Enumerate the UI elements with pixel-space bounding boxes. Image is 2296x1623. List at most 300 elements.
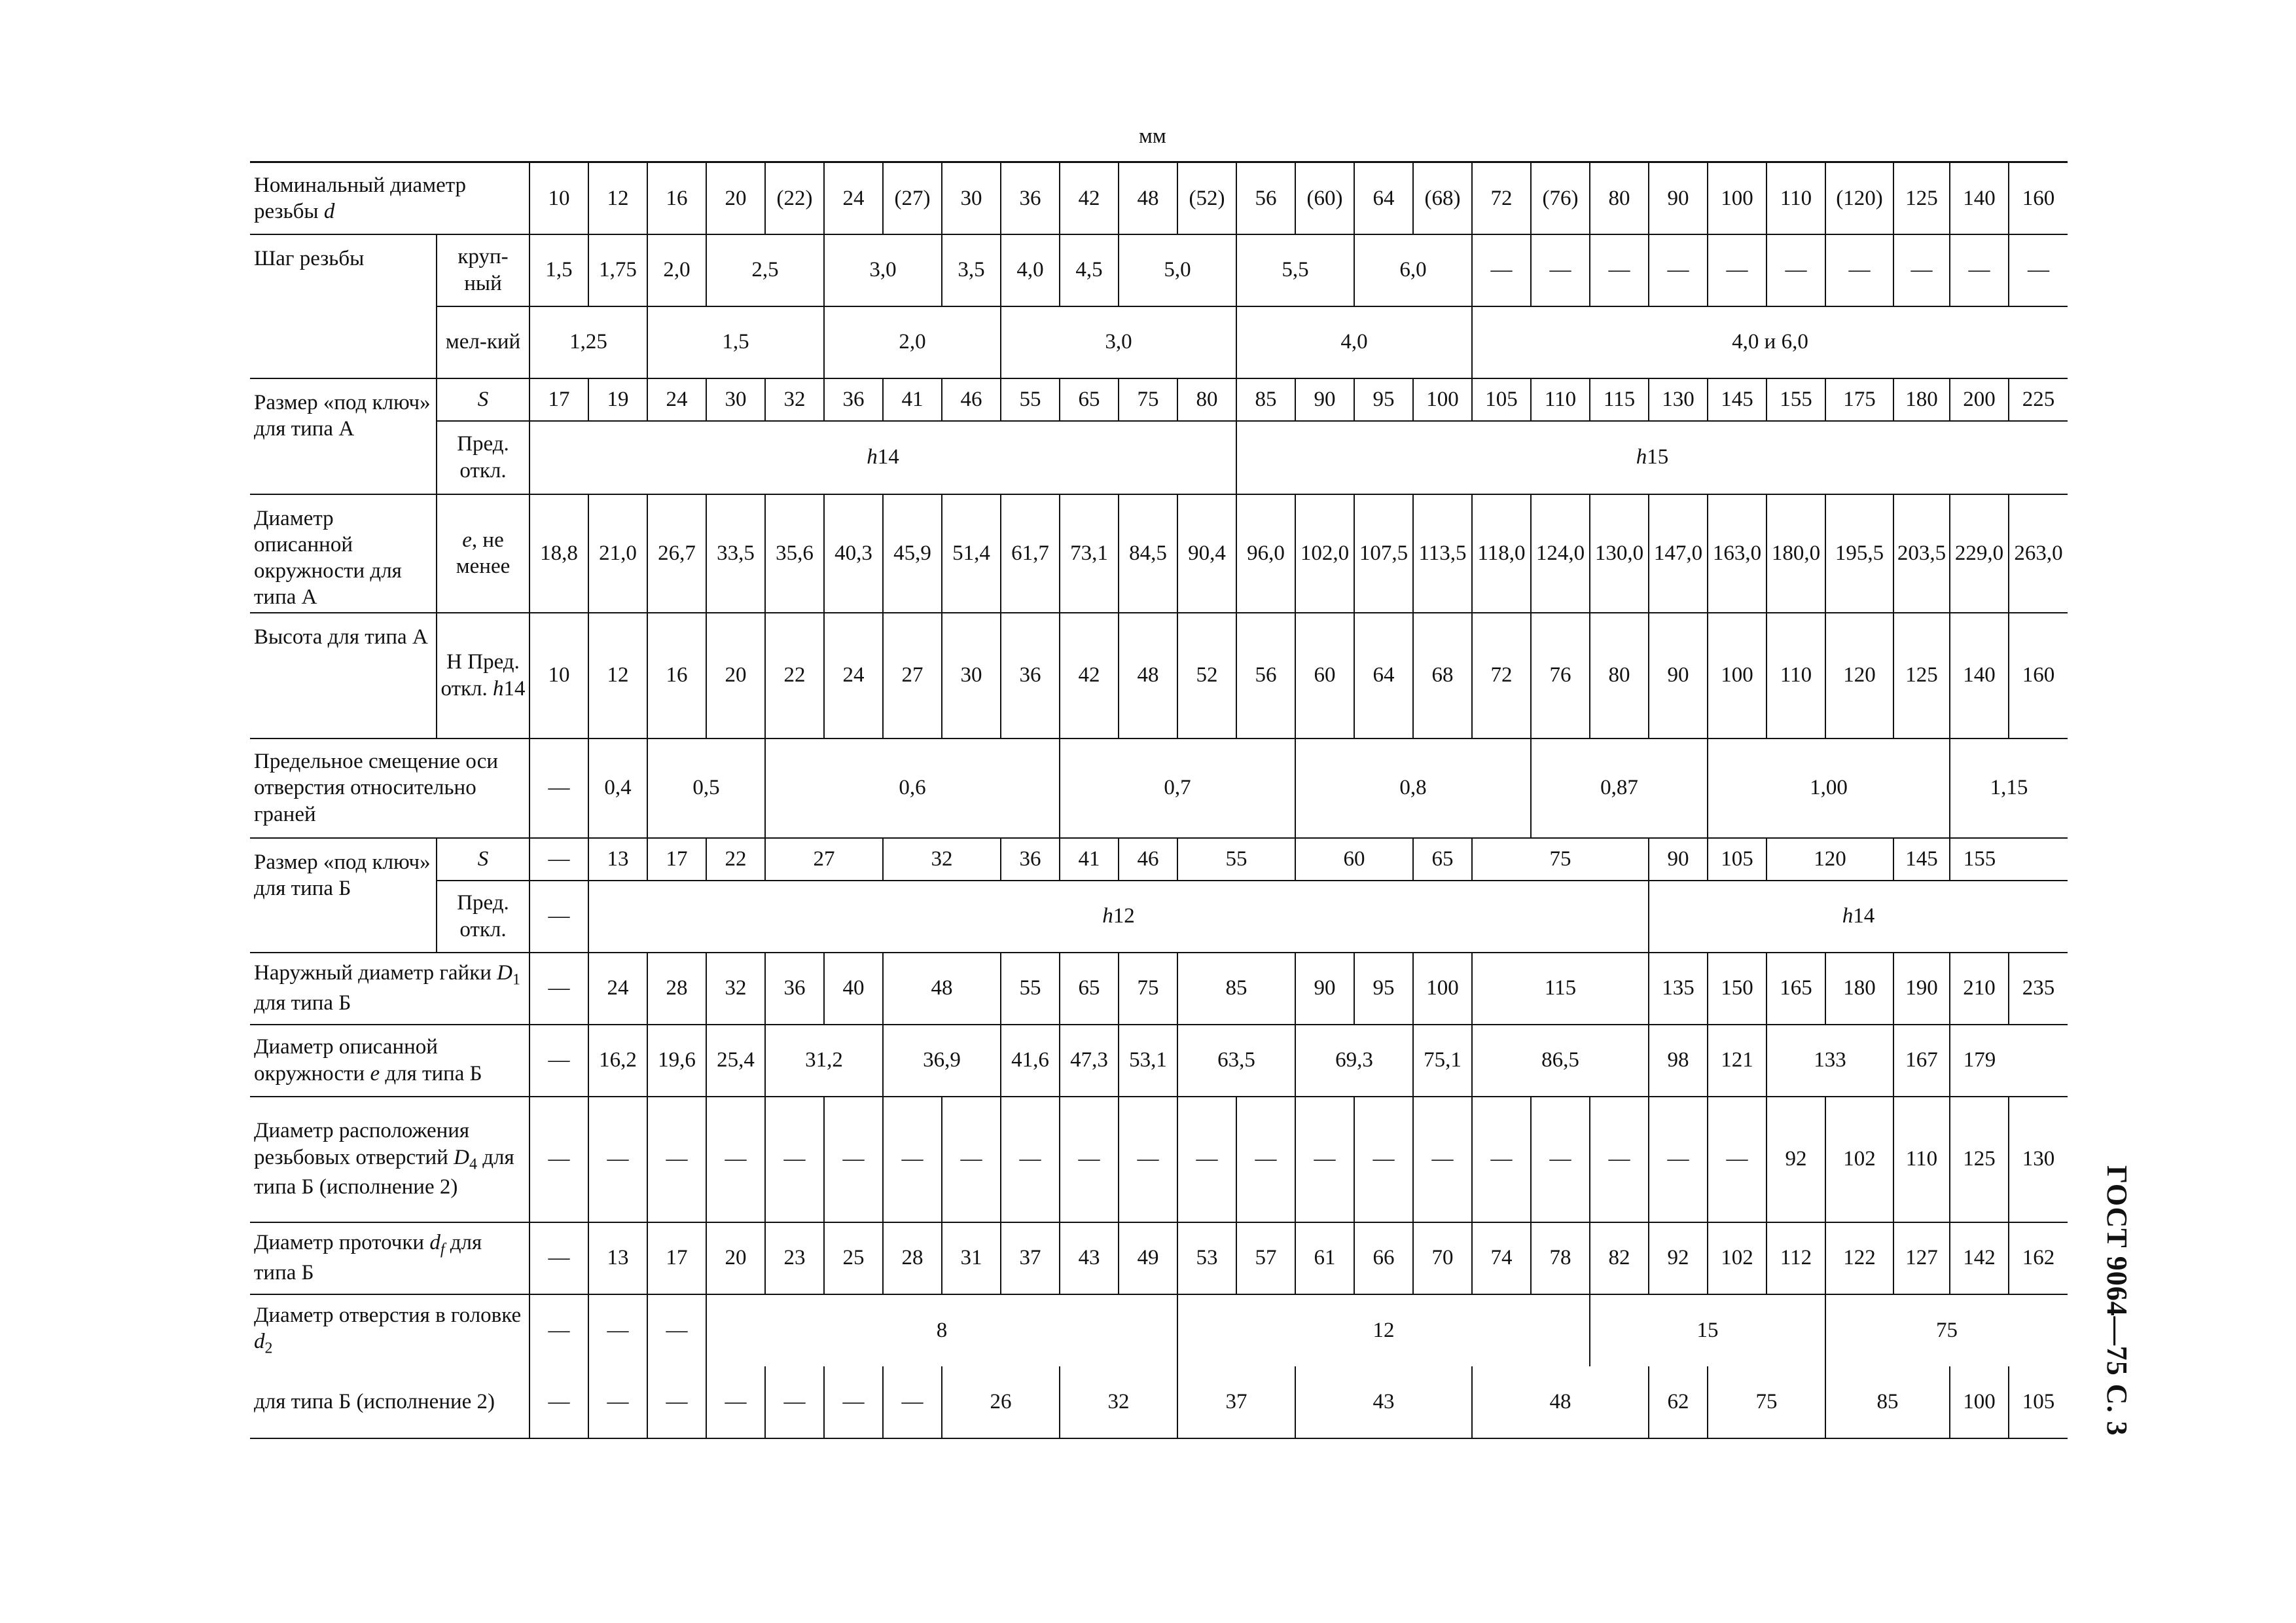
table-cell: 33,5 bbox=[706, 494, 765, 613]
table-cell: h14 bbox=[1649, 881, 2068, 953]
table-cell: 27 bbox=[765, 838, 883, 881]
table-cell: 95 bbox=[1354, 953, 1413, 1025]
table-cell: 140 bbox=[1950, 162, 2009, 234]
table-cell: 41 bbox=[1060, 838, 1119, 881]
table-cell: 145 bbox=[1708, 378, 1767, 421]
table-cell: 5,5 bbox=[1236, 234, 1354, 306]
table-cell: 125 bbox=[1950, 1097, 2009, 1222]
table-cell: 20 bbox=[706, 613, 765, 739]
table-cell: 46 bbox=[942, 378, 1001, 421]
table-cell: 24 bbox=[647, 378, 706, 421]
table-cell: 235 bbox=[2009, 953, 2068, 1025]
table-cell: 102,0 bbox=[1295, 494, 1354, 613]
table-cell: 163,0 bbox=[1708, 494, 1767, 613]
table-cell: 180 bbox=[1893, 378, 1950, 421]
table-cell: 46 bbox=[1119, 838, 1177, 881]
table-cell: — bbox=[529, 1366, 588, 1438]
table-cell: 24 bbox=[824, 162, 883, 234]
table-cell: 124,0 bbox=[1531, 494, 1590, 613]
table-cell: 12 bbox=[588, 613, 647, 739]
table-cell: 120 bbox=[1767, 838, 1893, 881]
table-cell: 0,87 bbox=[1531, 739, 1708, 838]
table-cell: 73,1 bbox=[1060, 494, 1119, 613]
table-cell: 112 bbox=[1767, 1222, 1825, 1294]
table-cell: 3,0 bbox=[1001, 306, 1236, 378]
row-sublabel: Пред. откл. bbox=[437, 881, 529, 953]
table-cell: — bbox=[588, 1366, 647, 1438]
table-cell: 90 bbox=[1649, 162, 1708, 234]
table-cell: 179 bbox=[1950, 1025, 2009, 1097]
table-cell: 140 bbox=[1950, 613, 2009, 739]
table-cell: 72 bbox=[1472, 613, 1531, 739]
table-cell: 125 bbox=[1893, 613, 1950, 739]
table-cell: 22 bbox=[765, 613, 824, 739]
table-cell: 21,0 bbox=[588, 494, 647, 613]
table-cell: 175 bbox=[1825, 378, 1893, 421]
table-cell: — bbox=[1060, 1097, 1119, 1222]
table-cell: 147,0 bbox=[1649, 494, 1708, 613]
table-row bbox=[250, 1222, 2068, 1294]
table-cell: 98 bbox=[1649, 1025, 1708, 1097]
table-cell: 37 bbox=[1177, 1366, 1295, 1438]
table-cell: 150 bbox=[1708, 953, 1767, 1025]
table-cell: 64 bbox=[1354, 613, 1413, 739]
table-cell: 24 bbox=[824, 613, 883, 739]
table-cell: 90 bbox=[1295, 378, 1354, 421]
table-cell: 17 bbox=[647, 1222, 706, 1294]
table-cell: h14 bbox=[529, 421, 1236, 494]
table-cell: 105 bbox=[1472, 378, 1531, 421]
table-cell: 56 bbox=[1236, 162, 1295, 234]
row-sublabel: круп-ный bbox=[437, 234, 529, 306]
table-cell: 65 bbox=[1060, 378, 1119, 421]
table-cell: 90 bbox=[1295, 953, 1354, 1025]
table-cell: 22 bbox=[706, 838, 765, 881]
table-cell: 57 bbox=[1236, 1222, 1295, 1294]
table-cell: 105 bbox=[1708, 838, 1767, 881]
table-cell: 85 bbox=[1825, 1366, 1950, 1438]
table-cell: — bbox=[529, 1294, 588, 1366]
table-cell: 4,5 bbox=[1060, 234, 1119, 306]
table-cell: (60) bbox=[1295, 162, 1354, 234]
table-cell: 30 bbox=[942, 613, 1001, 739]
row-sublabel: S bbox=[437, 838, 529, 881]
row-sublabel: H Пред. откл. h14 bbox=[437, 613, 529, 739]
table-cell: (22) bbox=[765, 162, 824, 234]
table-cell: 13 bbox=[588, 838, 647, 881]
table-cell: 122 bbox=[1825, 1222, 1893, 1294]
table-cell: — bbox=[647, 1097, 706, 1222]
table-cell: (120) bbox=[1825, 162, 1893, 234]
table-cell: 42 bbox=[1060, 162, 1119, 234]
table-cell: 92 bbox=[1649, 1222, 1708, 1294]
table-cell: 80 bbox=[1177, 378, 1236, 421]
table-cell: — bbox=[706, 1366, 765, 1438]
row-label: Диаметр описанной окружности для типа А bbox=[250, 494, 437, 613]
table-cell: 80 bbox=[1590, 162, 1649, 234]
table-cell: — bbox=[1413, 1097, 1472, 1222]
table-cell: 48 bbox=[1472, 1366, 1649, 1438]
table-cell: 4,0 bbox=[1236, 306, 1472, 378]
table-cell: 155 bbox=[1767, 378, 1825, 421]
table-cell: 64 bbox=[1354, 162, 1413, 234]
table-cell: 6,0 bbox=[1354, 234, 1472, 306]
table-cell: — bbox=[1119, 1097, 1177, 1222]
table-cell: 1,5 bbox=[529, 234, 588, 306]
table-cell: — bbox=[1001, 1097, 1060, 1222]
table-row bbox=[250, 1025, 2068, 1097]
table-cell: 20 bbox=[706, 1222, 765, 1294]
table-cell: 26,7 bbox=[647, 494, 706, 613]
table-cell: 66 bbox=[1354, 1222, 1413, 1294]
table-cell: 19 bbox=[588, 378, 647, 421]
table-cell: 75 bbox=[1708, 1366, 1825, 1438]
table-cell: — bbox=[1825, 234, 1893, 306]
table-cell: — bbox=[529, 953, 588, 1025]
table-row bbox=[250, 234, 2068, 306]
row-label: Шаг резьбы bbox=[250, 234, 437, 378]
table-cell: — bbox=[2009, 234, 2068, 306]
table-cell: 100 bbox=[1708, 613, 1767, 739]
table-cell: — bbox=[1950, 234, 2009, 306]
table-cell: (68) bbox=[1413, 162, 1472, 234]
table-cell: 160 bbox=[2009, 162, 2068, 234]
table-row bbox=[250, 306, 2068, 378]
table-cell: 96,0 bbox=[1236, 494, 1295, 613]
table-cell: 62 bbox=[1649, 1366, 1708, 1438]
table-cell: — bbox=[942, 1097, 1001, 1222]
table-cell: 23 bbox=[765, 1222, 824, 1294]
table-cell: 30 bbox=[942, 162, 1001, 234]
table-cell: 12 bbox=[1177, 1294, 1590, 1366]
table-cell: — bbox=[647, 1366, 706, 1438]
table-cell: (27) bbox=[883, 162, 942, 234]
table-cell: 31 bbox=[942, 1222, 1001, 1294]
table-cell: 1,00 bbox=[1708, 739, 1950, 838]
table-cell: 40,3 bbox=[824, 494, 883, 613]
table-cell: 162 bbox=[2009, 1222, 2068, 1294]
table-cell: 56 bbox=[1236, 613, 1295, 739]
table-cell: 75,1 bbox=[1413, 1025, 1472, 1097]
row-label: Диаметр проточки $d_f$ для типа Б bbox=[250, 1222, 529, 1294]
table-cell: 25 bbox=[824, 1222, 883, 1294]
row-label: Размер «под ключ» для типа Б bbox=[250, 838, 437, 953]
table-cell: — bbox=[1649, 1097, 1708, 1222]
table-cell: 43 bbox=[1060, 1222, 1119, 1294]
table-cell: — bbox=[765, 1097, 824, 1222]
table-cell: 47,3 bbox=[1060, 1025, 1119, 1097]
table-cell: 75 bbox=[1119, 378, 1177, 421]
gost-nut-dimensions-table bbox=[250, 161, 2068, 1439]
table-cell: 200 bbox=[1950, 378, 2009, 421]
table-cell: 35,6 bbox=[765, 494, 824, 613]
table-cell: — bbox=[1708, 1097, 1767, 1222]
table-cell: 2,5 bbox=[706, 234, 824, 306]
table-cell: 203,5 bbox=[1893, 494, 1950, 613]
table-cell: 90 bbox=[1649, 838, 1708, 881]
table-cell: 130 bbox=[2009, 1097, 2068, 1222]
table-cell: 84,5 bbox=[1119, 494, 1177, 613]
table-cell: — bbox=[1236, 1097, 1295, 1222]
table-cell: 16,2 bbox=[588, 1025, 647, 1097]
table-cell: 27 bbox=[883, 613, 942, 739]
table-cell: h15 bbox=[1236, 421, 2068, 494]
table-cell: 24 bbox=[588, 953, 647, 1025]
table-row bbox=[250, 421, 2068, 494]
table-cell: 8 bbox=[706, 1294, 1177, 1366]
table-cell: — bbox=[1177, 1097, 1236, 1222]
table-cell: 1,5 bbox=[647, 306, 824, 378]
table-cell: 100 bbox=[1708, 162, 1767, 234]
table-cell: — bbox=[706, 1097, 765, 1222]
table-cell: 75 bbox=[1472, 838, 1649, 881]
table-cell: 61 bbox=[1295, 1222, 1354, 1294]
row-sublabel: Пред. откл. bbox=[437, 421, 529, 494]
row-sublabel: S bbox=[437, 378, 529, 421]
table-cell: 16 bbox=[647, 162, 706, 234]
table-cell: h12 bbox=[588, 881, 1649, 953]
table-cell: 61,7 bbox=[1001, 494, 1060, 613]
table-cell: 68 bbox=[1413, 613, 1472, 739]
table-cell: 263,0 bbox=[2009, 494, 2068, 613]
table-cell: 60 bbox=[1295, 613, 1354, 739]
table-cell: 55 bbox=[1001, 378, 1060, 421]
table-cell: 37 bbox=[1001, 1222, 1060, 1294]
table-cell: 121 bbox=[1708, 1025, 1767, 1097]
table-cell: 31,2 bbox=[765, 1025, 883, 1097]
table-cell: 0,7 bbox=[1060, 739, 1295, 838]
table-cell: 48 bbox=[883, 953, 1001, 1025]
table-cell: — bbox=[883, 1366, 942, 1438]
table-row bbox=[250, 1294, 2068, 1366]
table-cell: 82 bbox=[1590, 1222, 1649, 1294]
table-cell: 12 bbox=[588, 162, 647, 234]
row-sublabel: мел-кий bbox=[437, 306, 529, 378]
table-cell: 45,9 bbox=[883, 494, 942, 613]
table-cell: 4,0 bbox=[1001, 234, 1060, 306]
table-cell: 78 bbox=[1531, 1222, 1590, 1294]
table-cell: 135 bbox=[1649, 953, 1708, 1025]
table-cell: 76 bbox=[1531, 613, 1590, 739]
table-cell: 40 bbox=[824, 953, 883, 1025]
table-cell: 72 bbox=[1472, 162, 1531, 234]
table-cell: 17 bbox=[647, 838, 706, 881]
table-cell: 92 bbox=[1767, 1097, 1825, 1222]
table-cell: 63,5 bbox=[1177, 1025, 1295, 1097]
table-cell: 69,3 bbox=[1295, 1025, 1413, 1097]
table-cell: — bbox=[1472, 234, 1531, 306]
table-cell: 195,5 bbox=[1825, 494, 1893, 613]
table-cell: — bbox=[588, 1294, 647, 1366]
table-cell: — bbox=[1590, 1097, 1649, 1222]
table-cell: 32 bbox=[1060, 1366, 1177, 1438]
table-cell: 53,1 bbox=[1119, 1025, 1177, 1097]
table-cell: 70 bbox=[1413, 1222, 1472, 1294]
row-label: Предельное смещение оси отверстия относительно граней bbox=[250, 739, 529, 838]
table-cell: 85 bbox=[1236, 378, 1295, 421]
table-cell: 65 bbox=[1060, 953, 1119, 1025]
table-cell: (52) bbox=[1177, 162, 1236, 234]
table-cell: 36 bbox=[1001, 162, 1060, 234]
table-row bbox=[250, 378, 2068, 421]
row-label: Номинальный диаметр резьбы d bbox=[250, 162, 529, 234]
table-cell: 41 bbox=[883, 378, 942, 421]
table-cell: — bbox=[1708, 234, 1767, 306]
table-cell: 43 bbox=[1295, 1366, 1472, 1438]
table-cell: 190 bbox=[1893, 953, 1950, 1025]
table-cell: 100 bbox=[1950, 1366, 2009, 1438]
table-cell: 155 bbox=[1950, 838, 2009, 881]
table-cell: 55 bbox=[1001, 953, 1060, 1025]
table-row bbox=[250, 739, 2068, 838]
table-cell: 48 bbox=[1119, 162, 1177, 234]
table-cell: 105 bbox=[2009, 1366, 2068, 1438]
table-cell: 53 bbox=[1177, 1222, 1236, 1294]
table-cell: 16 bbox=[647, 613, 706, 739]
table-cell: 130 bbox=[1649, 378, 1708, 421]
table-cell: — bbox=[1590, 234, 1649, 306]
table-cell: 26 bbox=[942, 1366, 1060, 1438]
table-cell: 0,8 bbox=[1295, 739, 1531, 838]
table-cell: — bbox=[1893, 234, 1950, 306]
table-cell: 25,4 bbox=[706, 1025, 765, 1097]
table-cell: 95 bbox=[1354, 378, 1413, 421]
table-row bbox=[250, 953, 2068, 1025]
table-cell: — bbox=[1531, 234, 1590, 306]
row-sublabel: e, не менее bbox=[437, 494, 529, 613]
table-cell: 1,15 bbox=[1950, 739, 2068, 838]
table-cell: (76) bbox=[1531, 162, 1590, 234]
table-cell: 120 bbox=[1825, 613, 1893, 739]
table-cell: 110 bbox=[1767, 162, 1825, 234]
row-label: Диаметр отверстия в головке $d_2$ bbox=[250, 1294, 529, 1366]
table-cell: 28 bbox=[647, 953, 706, 1025]
table-cell: 145 bbox=[1893, 838, 1950, 881]
table-cell: 110 bbox=[1767, 613, 1825, 739]
table-cell: 133 bbox=[1767, 1025, 1893, 1097]
table-cell: 36,9 bbox=[883, 1025, 1001, 1097]
table-cell: — bbox=[647, 1294, 706, 1366]
table-cell: 125 bbox=[1893, 162, 1950, 234]
document-side-label: ГОСТ 9064—75 С. 3 bbox=[2101, 1165, 2133, 1436]
table-cell: 41,6 bbox=[1001, 1025, 1060, 1097]
table-cell: 107,5 bbox=[1354, 494, 1413, 613]
table-row bbox=[250, 494, 2068, 613]
row-label: Диаметр расположения резьбовых отверстий $D_4$ для типа Б (исполнение 2) bbox=[250, 1097, 529, 1222]
row-label: Наружный диаметр гайки $D_1$ для типа Б bbox=[250, 953, 529, 1025]
table-cell: — bbox=[824, 1097, 883, 1222]
table-cell: — bbox=[588, 1097, 647, 1222]
table-cell: 65 bbox=[1413, 838, 1472, 881]
table-cell: 102 bbox=[1825, 1097, 1893, 1222]
table-cell: 165 bbox=[1767, 953, 1825, 1025]
table-cell: 229,0 bbox=[1950, 494, 2009, 613]
table-cell: 74 bbox=[1472, 1222, 1531, 1294]
table-cell: — bbox=[529, 1025, 588, 1097]
table-cell: 100 bbox=[1413, 953, 1472, 1025]
table-cell: 42 bbox=[1060, 613, 1119, 739]
table-cell: 130,0 bbox=[1590, 494, 1649, 613]
table-cell: 3,5 bbox=[942, 234, 1001, 306]
table-cell: 36 bbox=[1001, 613, 1060, 739]
table-row bbox=[250, 881, 2068, 953]
table-cell: 110 bbox=[1893, 1097, 1950, 1222]
table-cell: 48 bbox=[1119, 613, 1177, 739]
table-cell: 75 bbox=[1119, 953, 1177, 1025]
table-cell: 55 bbox=[1177, 838, 1295, 881]
table-cell: 75 bbox=[1825, 1294, 2068, 1366]
table-cell: 17 bbox=[529, 378, 588, 421]
table-row bbox=[250, 613, 2068, 739]
table-cell: 18,8 bbox=[529, 494, 588, 613]
table-cell: — bbox=[824, 1366, 883, 1438]
table-cell: 3,0 bbox=[824, 234, 942, 306]
table-cell: 180 bbox=[1825, 953, 1893, 1025]
row-label: Размер «под ключ» для типа А bbox=[250, 378, 437, 494]
table-cell: — bbox=[883, 1097, 942, 1222]
table-cell: — bbox=[1295, 1097, 1354, 1222]
table-cell: 210 bbox=[1950, 953, 2009, 1025]
table-cell: 90 bbox=[1649, 613, 1708, 739]
row-label: Диаметр описанной окружности e для типа Б bbox=[250, 1025, 529, 1097]
table-cell: 160 bbox=[2009, 613, 2068, 739]
table-cell: 0,5 bbox=[647, 739, 765, 838]
table-cell: 86,5 bbox=[1472, 1025, 1649, 1097]
table-cell: — bbox=[765, 1366, 824, 1438]
table-cell: 1,75 bbox=[588, 234, 647, 306]
table-cell: 10 bbox=[529, 613, 588, 739]
table-cell: 90,4 bbox=[1177, 494, 1236, 613]
row-label: для типа Б (исполнение 2) bbox=[250, 1366, 529, 1438]
table-cell: 115 bbox=[1472, 953, 1649, 1025]
table-cell: 32 bbox=[706, 953, 765, 1025]
table-cell: 118,0 bbox=[1472, 494, 1531, 613]
table-cell: 113,5 bbox=[1413, 494, 1472, 613]
table-cell: 1,25 bbox=[529, 306, 647, 378]
table-cell: 30 bbox=[706, 378, 765, 421]
table-row bbox=[250, 1097, 2068, 1222]
table-cell: 0,6 bbox=[765, 739, 1060, 838]
table-cell: — bbox=[529, 838, 588, 881]
table-cell: — bbox=[1472, 1097, 1531, 1222]
table-cell: 52 bbox=[1177, 613, 1236, 739]
table-cell: 5,0 bbox=[1119, 234, 1236, 306]
table-cell: 19,6 bbox=[647, 1025, 706, 1097]
table-cell: 4,0 и 6,0 bbox=[1472, 306, 2068, 378]
row-label: Высота для типа А bbox=[250, 613, 437, 739]
table-cell: 36 bbox=[824, 378, 883, 421]
table-cell: 32 bbox=[883, 838, 1001, 881]
table-cell: — bbox=[1649, 234, 1708, 306]
table-cell: 180,0 bbox=[1767, 494, 1825, 613]
table-cell: 49 bbox=[1119, 1222, 1177, 1294]
table-cell: 80 bbox=[1590, 613, 1649, 739]
table-row bbox=[250, 838, 2068, 881]
table-cell: 15 bbox=[1590, 1294, 1825, 1366]
table-cell: 100 bbox=[1413, 378, 1472, 421]
table-cell: 115 bbox=[1590, 378, 1649, 421]
table-cell: 13 bbox=[588, 1222, 647, 1294]
table-row bbox=[250, 162, 2068, 234]
table-cell: — bbox=[529, 1097, 588, 1222]
table-cell: 102 bbox=[1708, 1222, 1767, 1294]
table-cell: 10 bbox=[529, 162, 588, 234]
table-cell: 51,4 bbox=[942, 494, 1001, 613]
table-cell: 110 bbox=[1531, 378, 1590, 421]
table-cell: 225 bbox=[2009, 378, 2068, 421]
units-label: мм bbox=[1139, 124, 1166, 148]
table-cell: 142 bbox=[1950, 1222, 2009, 1294]
